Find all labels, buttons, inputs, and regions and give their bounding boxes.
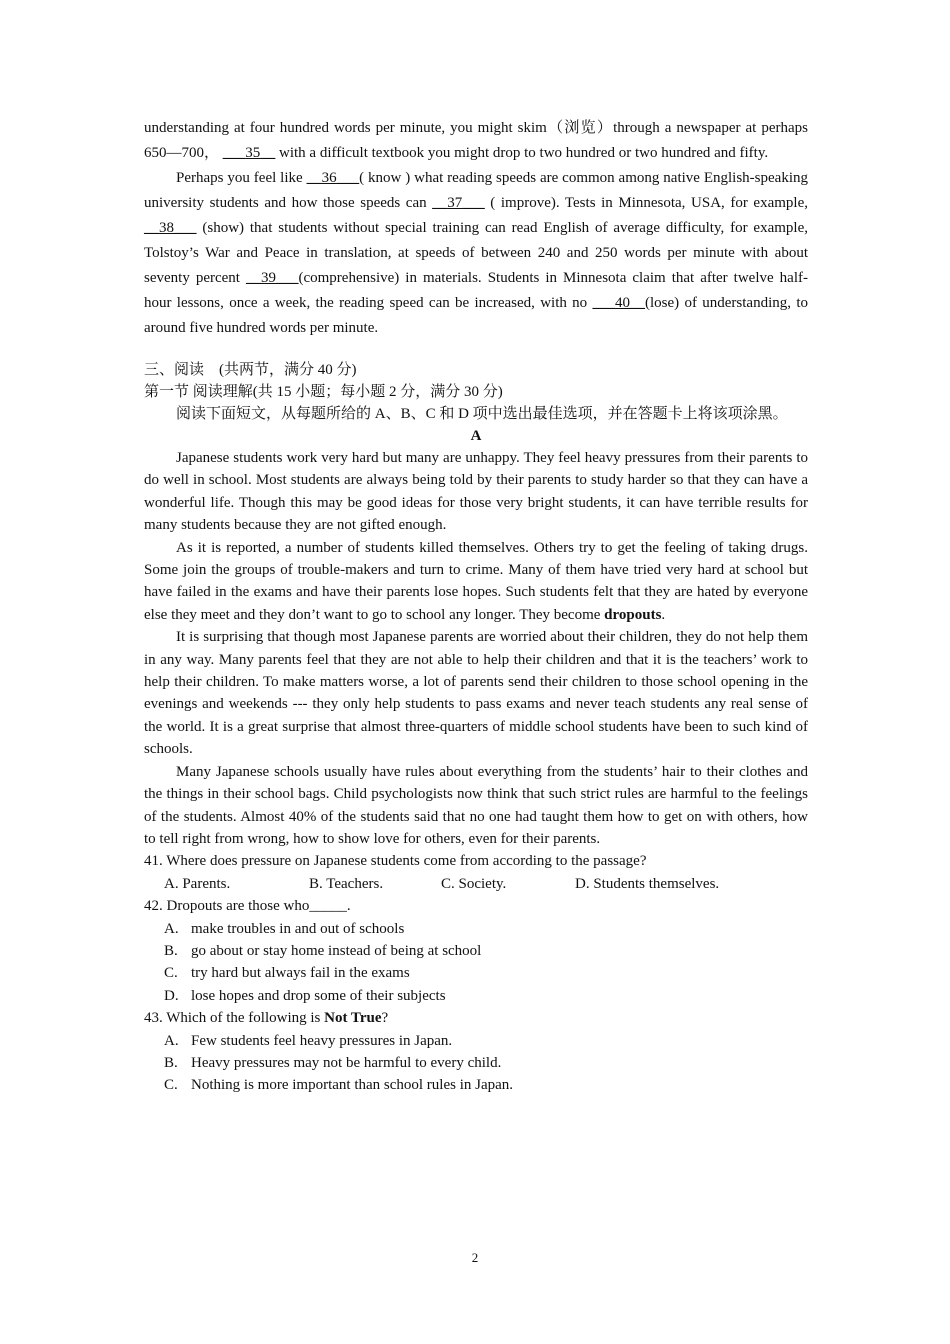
text: ( know ) what reading speeds are common among native English-speaking university students and how those speeds can [144, 170, 808, 211]
passage-paragraph: It is surprising that though most Japanese parents are worried about their children, they do not help them in any way. Many parents feel that they are not able to help their children and that it is the teachers’ work to help their children. To make matters worse, a lot of parents send their children to those school opening in the evenings and weekends --- they only help students to pass exams and never teach students any real sense of the world. It is a great surprise that almost three-quarters of middle school students have been to such kind of schools. [144, 629, 808, 758]
page-content [144, 116, 808, 1097]
question-stem: 43. Which of the following is Not True? [144, 1010, 389, 1027]
cloze-paragraph-1 [144, 116, 808, 166]
section-heading: 三、阅读 (共两节，满分 40 分) [144, 362, 357, 378]
option-a[interactable]: A. make troubles in and out of schools [164, 920, 405, 937]
passage [144, 447, 808, 850]
question-42 [144, 895, 808, 1007]
blank-36: __36___ [306, 170, 360, 186]
question-43 [144, 1007, 808, 1097]
passage-paragraph: Many Japanese schools usually have rules about everything from the students’ hair to their clothes and the things in their school bags. Child psychologists now think that such strict rules are harmful to the feelings of the students. Almost 40% of the students said that no one had taught them how to get on with others, how to tell right from wrong, how to show love for others, even for their parents. [144, 763, 808, 847]
cloze-section [144, 116, 808, 341]
option-c[interactable]: C. Society. [441, 875, 507, 892]
options-41 [144, 873, 808, 895]
text: (lose) of understanding, to around five hundred words per minute. [144, 295, 808, 336]
page-number: 2 [471, 1250, 479, 1265]
text: understanding at four hundred words per minute, you might skim（浏览）through a newspaper at perhaps 650—700， [144, 120, 808, 161]
blank-39: __39___ [245, 270, 299, 286]
question-stem: 41. Where does pressure on Japanese students come from according to the passage? [144, 853, 647, 870]
cloze-paragraph-2 [144, 166, 808, 341]
text: (show) that students without special training can read English of average difficulty, for example, Tolstoy’s War and Peace in translation, at speeds of between 240 and 250 words per minute with about seventy percent [144, 220, 808, 286]
section-instruction: 阅读下面短文，从每题所给的 A、B、C 和 D 项中选出最佳选项，并在答题卡上将该项涂黑。 [176, 406, 788, 422]
option-b[interactable]: B. Teachers. [309, 875, 384, 892]
text: with a difficult textbook you might drop to two hundred or two hundred and fifty. [279, 145, 769, 161]
option-c[interactable]: C. Nothing is more important than school rules in Japan. [164, 1077, 514, 1094]
option-c[interactable]: C. try hard but always fail in the exams [164, 965, 410, 982]
text: (comprehensive) in materials. Students in Minnesota claim that after twelve half-hour lessons, once a week, the reading speed can be increased, with no [144, 270, 808, 311]
question-41 [144, 850, 808, 895]
passage-title: A [470, 428, 482, 444]
option-a[interactable]: A. Parents. [164, 875, 231, 892]
option-b[interactable]: B. Heavy pressures may not be harmful to every child. [164, 1054, 502, 1071]
section-sub-heading: 第一节 阅读理解(共 15 小题；每小题 2 分，满分 30 分) [144, 384, 503, 400]
passage-paragraph: Japanese students work very hard but many are unhappy. They feel heavy pressures from their parents to do well in school. Most students are always being told by their parents to study harder so that they can have a wonderful life. Though this may be good ideas for those very bright students, it can have terrible results for many students because they are not gifted enough. [144, 450, 808, 534]
passage-paragraph: As it is reported, a number of students killed themselves. Others try to get the feeling of taking drugs. Some join the groups of trouble-makers and turn to crime. Many of them have tried very hard at school but have failed in the exams and have their parents lose hopes. Such students felt that they are hated by everyone else they meet and they don’t want to go to school any longer. They become dropouts. [144, 539, 808, 623]
option-b[interactable]: B. go about or stay home instead of being at school [164, 942, 482, 959]
bold-word: dropouts [604, 606, 662, 623]
option-d[interactable]: D. lose hopes and drop some of their subjects [164, 987, 446, 1004]
blank-38: __38___ [144, 220, 197, 236]
option-d[interactable]: D. Students themselves. [575, 875, 720, 892]
blank-40: ___40__ [592, 295, 645, 311]
question-stem: 42. Dropouts are those who_____. [144, 898, 351, 915]
text: ( improve). Tests in Minnesota, USA, for example, [484, 195, 808, 211]
blank-37: __37___ [432, 195, 485, 211]
text: Perhaps you feel like [176, 170, 307, 186]
blank-35: ___35__ [222, 145, 276, 161]
option-a[interactable]: A. Few students feel heavy pressures in Japan. [164, 1032, 453, 1049]
